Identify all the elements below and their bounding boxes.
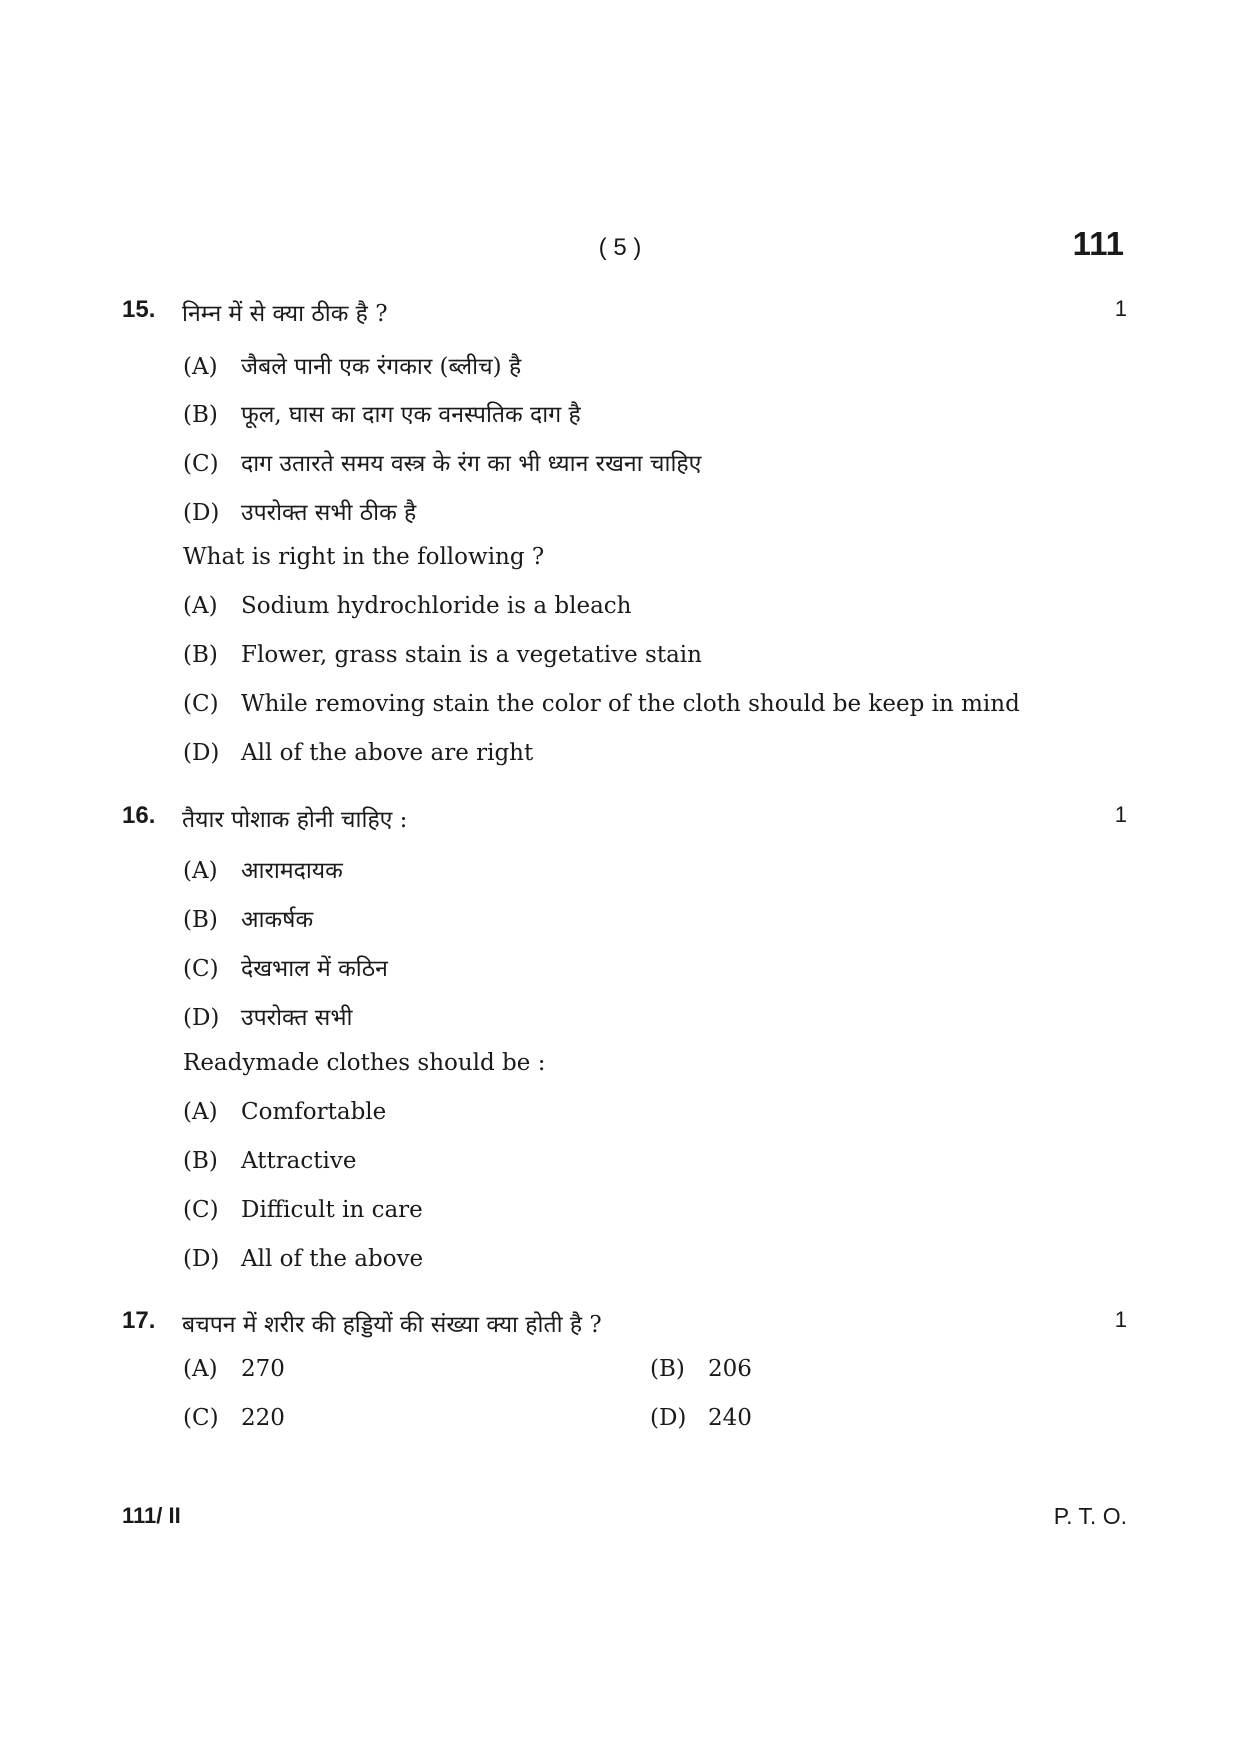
option-english-a: (A) Comfortable bbox=[183, 1099, 387, 1125]
option-english-c: (C) Difficult in care bbox=[183, 1197, 423, 1223]
option-english-b: (B) Attractive bbox=[183, 1148, 357, 1174]
question-text-english: What is right in the following ? bbox=[183, 544, 545, 570]
option-english-d: (D) All of the above are right bbox=[183, 740, 534, 766]
option-english-b: (B) Flower, grass stain is a vegetative stain bbox=[183, 642, 702, 668]
paper-code: 111 bbox=[1072, 225, 1124, 262]
question-number: 15. bbox=[122, 296, 156, 323]
question-marks: 1 bbox=[1114, 1307, 1127, 1332]
option-hindi-c: (C) देखभाल में कठिन bbox=[183, 956, 388, 982]
question-marks: 1 bbox=[1114, 802, 1127, 827]
question-text-hindi: तैयार पोशाक होनी चाहिए : bbox=[182, 807, 408, 833]
question-number: 16. bbox=[122, 802, 156, 829]
option-a: (A) 270 bbox=[183, 1356, 285, 1382]
option-english-c: (C) While removing stain the color of the cloth should be keep in mind bbox=[183, 691, 1020, 717]
option-b: (B) 206 bbox=[650, 1356, 752, 1382]
option-c: (C) 220 bbox=[183, 1405, 285, 1431]
question-text-english: Readymade clothes should be : bbox=[183, 1050, 546, 1076]
question-marks: 1 bbox=[1114, 296, 1127, 321]
question-text-hindi: बचपन में शरीर की हड्डियों की संख्या क्या होती है ? bbox=[182, 1312, 602, 1338]
footer-paper-code: 111/ II bbox=[122, 1503, 181, 1528]
option-d: (D) 240 bbox=[650, 1405, 752, 1431]
option-english-a: (A) Sodium hydrochloride is a bleach bbox=[183, 593, 632, 619]
question-text-hindi: निम्न में से क्या ठीक है ? bbox=[182, 301, 388, 327]
option-hindi-a: (A) आरामदायक bbox=[183, 858, 343, 884]
option-hindi-b: (B) फूल, घास का दाग एक वनस्पतिक दाग है bbox=[183, 402, 581, 428]
option-hindi-c: (C) दाग उतारते समय वस्त्र के रंग का भी ध्यान रखना चाहिए bbox=[183, 451, 702, 477]
option-hindi-d: (D) उपरोक्त सभी bbox=[183, 1005, 353, 1031]
option-hindi-b: (B) आकर्षक bbox=[183, 907, 314, 933]
question-16-header bbox=[122, 802, 1127, 842]
page-number: ( 5 ) bbox=[598, 234, 642, 261]
question-17-header bbox=[122, 1307, 1127, 1347]
question-15-header bbox=[122, 296, 1127, 336]
option-english-d: (D) All of the above bbox=[183, 1246, 424, 1272]
option-hindi-a: (A) जैबले पानी एक रंगकार (ब्लीच) है bbox=[183, 354, 522, 380]
footer-pto: P. T. O. bbox=[1053, 1503, 1127, 1529]
question-number: 17. bbox=[122, 1307, 156, 1334]
option-hindi-d: (D) उपरोक्त सभी ठीक है bbox=[183, 500, 417, 526]
